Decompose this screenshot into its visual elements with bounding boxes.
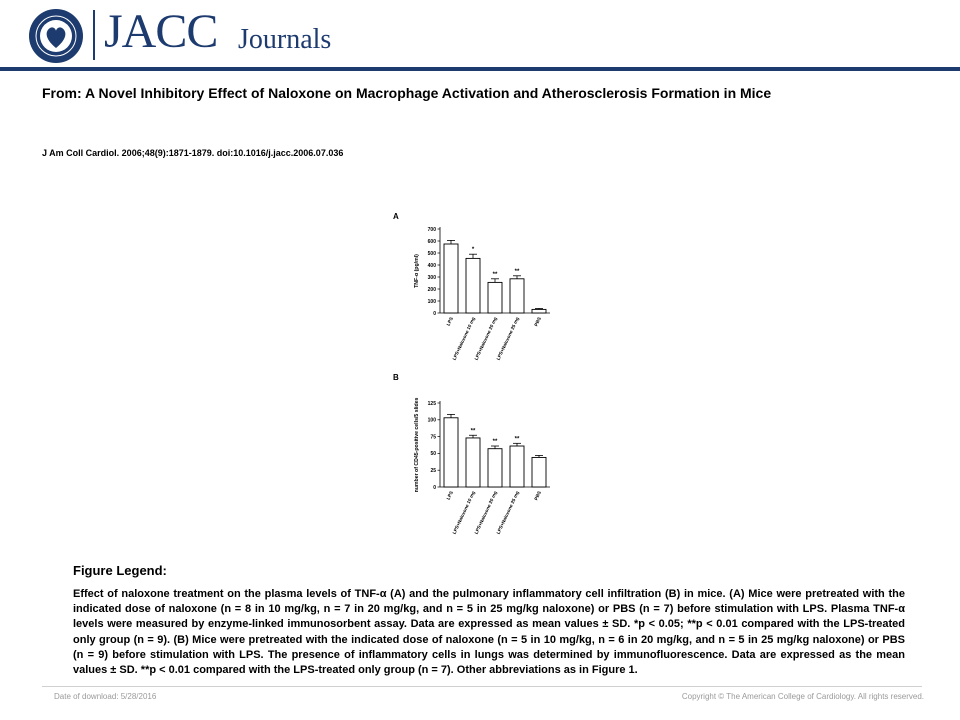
figure-charts — [385, 205, 585, 550]
acc-seal-logo — [28, 8, 84, 64]
y-tick-label: 75 — [430, 434, 436, 441]
x-tick-label: LPS+Naloxone 25 mg — [495, 490, 520, 535]
journal-header — [0, 0, 960, 68]
y-tick-label: 500 — [427, 250, 436, 257]
y-tick-label: 100 — [427, 417, 436, 424]
x-tick-label: PBS — [533, 316, 542, 327]
panel-letter: B — [393, 373, 399, 382]
x-tick-label: LPS — [445, 316, 454, 327]
article-citation: J Am Coll Cardiol. 2006;48(9):1871-1879. doi:10.1016/j.jacc.2006.07.036 — [42, 148, 344, 158]
bar — [488, 449, 502, 487]
y-tick-label: 100 — [427, 298, 436, 305]
jacc-logo-text: JACC — [104, 5, 218, 58]
y-tick-label: 300 — [427, 274, 436, 281]
significance-label: * — [471, 247, 475, 254]
bar — [466, 258, 480, 313]
y-tick-label: 700 — [427, 226, 436, 233]
article-title: From: A Novel Inhibitory Effect of Naloxone on Macrophage Activation and Atherosclerosis Formation in Mice — [42, 85, 772, 101]
significance-label: ** — [492, 271, 498, 278]
y-tick-label: 400 — [427, 262, 436, 269]
figure-legend-text: Effect of naloxone treatment on the plasma levels of TNF-α (A) and the pulmonary inflammatory cell infiltration (B) in mice. (A) Mice were pretreated with the indicated dose of naloxone (n = 8 in 10 mg/kg, n = 7 in 20 mg/kg, and n = 5 in 25 mg/kg naloxone) or PBS (n = 7) before stimulation with LPS. Plasma TNF-α levels were measured by enzyme-linked immunosorbent assay. Data are expressed as mean values ± SD. *p < 0.05; **p < 0.01 compared with the LPS-treated only group (n = 9). (B) Mice were pretreated with the indicated dose of naloxone (n = 5 in 10 mg/kg, n = 6 in 20 mg/kg, and n = 5 in 25 mg/kg naloxone) or PBS (n = 9) before stimulation with LPS. The presence of inflammatory cells in lungs was determined by immunofluorescence. Data are expressed as the mean values ± SD. **p < 0.01 compared with the LPS-treated only group (n = 7). Other abbreviations as in Figure 1. — [73, 588, 905, 677]
figure-legend-heading: Figure Legend: — [73, 563, 167, 578]
logo-divider — [93, 10, 95, 60]
significance-label: ** — [492, 439, 498, 446]
y-tick-label: 125 — [427, 400, 436, 407]
bar — [510, 446, 524, 487]
copyright-notice: Copyright © The American College of Cardiology. All rights reserved. — [681, 692, 924, 701]
journals-logo-text: Journals — [238, 24, 332, 55]
x-tick-label: LPS+Naloxone 20 mg — [473, 316, 498, 361]
download-date: Date of download: 5/28/2016 — [54, 692, 157, 701]
x-tick-label: LPS — [445, 490, 454, 501]
significance-label: ** — [470, 428, 476, 435]
bar — [444, 418, 458, 487]
footer-rule — [42, 686, 922, 687]
bar — [532, 457, 546, 487]
y-tick-label: 50 — [430, 451, 436, 458]
y-axis-label: TNF-α (pg/ml) — [414, 254, 420, 288]
bar — [532, 309, 546, 313]
x-tick-label: LPS+Naloxone 20 mg — [473, 490, 498, 535]
panel-letter: A — [393, 212, 399, 221]
x-tick-label: LPS+Naloxone 10 mg — [451, 490, 476, 535]
bar — [444, 244, 458, 313]
significance-label: ** — [514, 436, 520, 443]
y-tick-label: 0 — [433, 310, 436, 317]
bar — [488, 282, 502, 313]
x-tick-label: PBS — [533, 490, 542, 501]
y-tick-label: 0 — [433, 484, 436, 491]
y-tick-label: 600 — [427, 238, 436, 245]
bar — [510, 279, 524, 313]
y-tick-label: 25 — [430, 468, 436, 474]
bar — [466, 438, 480, 487]
header-rule — [0, 67, 960, 71]
x-tick-label: LPS+Naloxone 25 mg — [495, 316, 520, 361]
y-tick-label: 200 — [427, 286, 436, 293]
significance-label: ** — [514, 268, 520, 275]
y-axis-label: number of CD45-positive cells/5 slides — [414, 397, 420, 493]
x-tick-label: LPS+Naloxone 10 mg — [451, 316, 476, 361]
